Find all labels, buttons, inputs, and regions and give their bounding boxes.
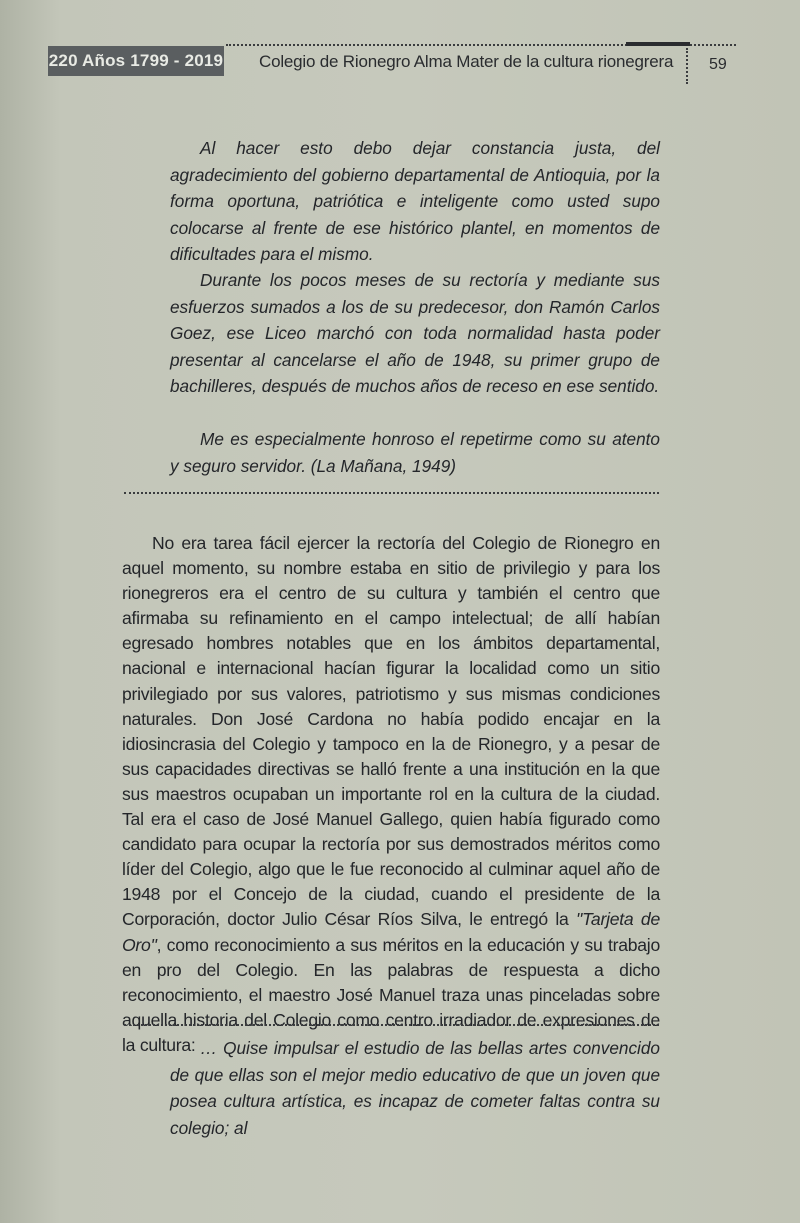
- body-text-emphasis: "Tarjeta de Oro": [122, 909, 660, 955]
- header-dotted-rule: [226, 44, 630, 46]
- body-text-part: No era tarea fácil ejercer la rectoría del Colegio de Rionegro en aquel momento, su nombre estaba en sitio de privilegio y para los rionegreros era el centro de su cultura y también el centro que afirmaba su refinamiento en el campo intelectual; de allí habían egresado hombres notables que en los ámbitos departamental, nacional e internacional hacían figurar la localidad como un sitio privilegiado por sus valores, patriotismo y sus mismas condiciones naturales. Don José Cardona no había podido encajar en la idiosincrasia del Colegio y tampoco en la de Rionegro, y a pesar de sus capacidades directivas se halló frente a una institución en la que sus maestros ocupaban un importante rol en la cultura de la ciudad. Tal era el caso de José Manuel Gallego, quien había figurado como candidato para ocupar la rectoría por sus demostrados méritos como líder del Colegio, algo que le fue reconocido al culminar aquel año de 1948 por el Concejo de la ciudad, cuando el presidente de la Corporación, doctor Julio César Ríos Silva, le entregó la: [122, 533, 660, 930]
- header-vertical-separator: [686, 48, 688, 84]
- page-number: 59: [709, 56, 727, 73]
- header-dotted-rule-right: [690, 44, 736, 46]
- closing-quote-paragraph: … Quise impulsar el estudio de las bellas artes convencido de que ellas son el mejor medio educativo de que un joven que posea cultura artística, es incapaz de cometer faltas contra su colegio; al: [170, 1038, 660, 1138]
- header-accent-bar: [626, 42, 690, 46]
- quote-paragraph: Me es especialmente honroso el repetirme como su atento y seguro servidor. (La Mañana, 1949): [170, 429, 660, 476]
- running-header-title: Colegio de Rionegro Alma Mater de la cultura rionegrera: [259, 52, 674, 71]
- body-text-part: , como reconocimiento a sus méritos en la educación y su trabajo en pro del Colegio. En las palabras de respuesta a dicho reconocimiento, el maestro José Manuel traza unas pinceladas sobre aquella historia del Colegio como centro irradiador de expresiones de la cultura:: [122, 934, 660, 1055]
- quote-paragraph: Durante los pocos meses de su rectoría y mediante sus esfuerzos sumados a los de su predecesor, don Ramón Carlos Goez, ese Liceo marchó con toda normalidad hasta poder presentar al cancelarse el año de 1948, su primer grupo de bachilleres, después de muchos años de receso en ese sentido.: [170, 270, 660, 396]
- section-divider: [124, 1024, 659, 1026]
- section-divider: [124, 492, 659, 494]
- body-paragraph: [122, 531, 660, 1058]
- anniversary-badge: 220 Años 1799 - 2019: [48, 46, 224, 76]
- quote-paragraph: Al hacer esto debo dejar constancia justa, del agradecimiento del gobierno departamental de Antioquia, por la forma oportuna, patriótica e inteligente como usted supo colocarse al frente de ese histórico plantel, en momentos de dificultades para el mismo.: [170, 138, 660, 264]
